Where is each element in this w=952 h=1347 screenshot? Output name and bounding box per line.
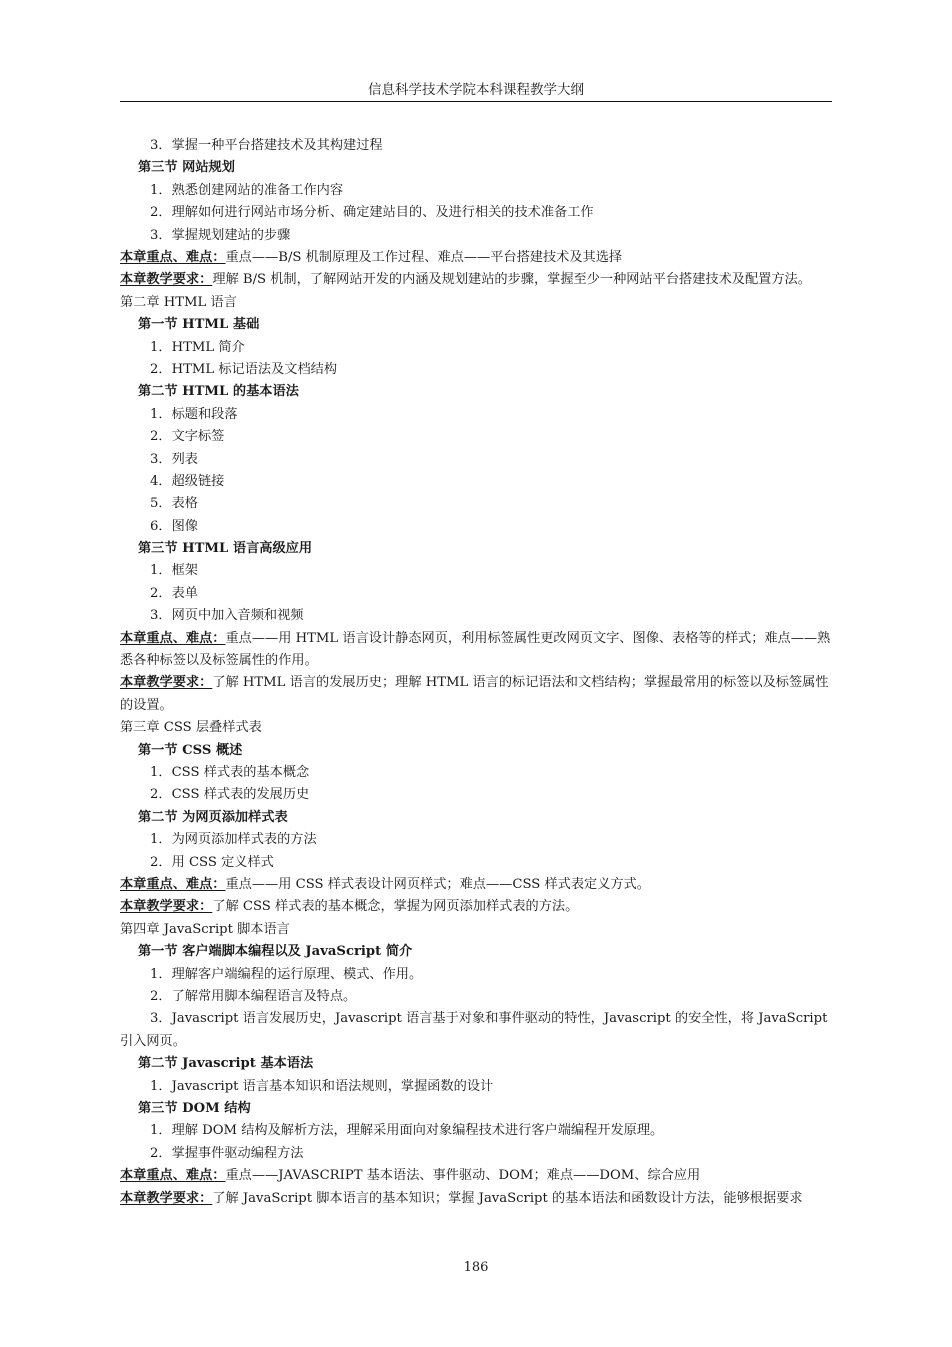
section-heading: 第三节 DOM 结构 bbox=[138, 1100, 251, 1116]
list-item: 3．掌握一种平台搭建技术及其构建过程 bbox=[150, 138, 383, 153]
section-heading: 第二节 HTML 的基本语法 bbox=[138, 384, 299, 400]
summary-text: 重点——B/S 机制原理及工作过程、难点——平台搭建技术及其选择 bbox=[225, 249, 623, 265]
summary-label: 本章教学要求： bbox=[120, 899, 213, 915]
summary-text: 重点——用 CSS 样式表设计网页样式；难点——CSS 样式表定义方式。 bbox=[225, 876, 650, 892]
summary-label: 本章重点、难点： bbox=[120, 1168, 226, 1184]
summary-label: 本章重点、难点： bbox=[120, 630, 226, 646]
page-header-title: 信息科学技术学院本科课程教学大纲 bbox=[368, 82, 584, 98]
summary-label: 本章教学要求： bbox=[120, 272, 213, 288]
list-item: 1．框架 bbox=[150, 563, 198, 579]
list-item: 6．图像 bbox=[150, 518, 198, 534]
list-item: 1．CSS 样式表的基本概念 bbox=[150, 765, 310, 781]
list-item: 3．网页中加入音频和视频 bbox=[150, 608, 304, 624]
chapter-heading: 第三章 CSS 层叠样式表 bbox=[120, 720, 262, 736]
list-item: 2．用 CSS 定义样式 bbox=[150, 854, 274, 870]
list-item: 2．文字标签 bbox=[150, 429, 225, 445]
chapter-summary-paragraph bbox=[120, 896, 832, 918]
summary-label: 本章教学要求： bbox=[120, 1190, 213, 1206]
list-item: 2．了解常用脚本编程语言及特点。 bbox=[150, 988, 357, 1004]
list-item: 1．理解客户端编程的运行原理、模式、作用。 bbox=[150, 966, 423, 982]
list-item: 2．HTML 标记语法及文档结构 bbox=[150, 361, 338, 377]
list-item: 1．熟悉创建网站的准备工作内容 bbox=[150, 182, 344, 198]
summary-text: 理解 B/S 机制，了解网站开发的内涵及规划建站的步骤，掌握至少一种网站平台搭建技术及配置方法。 bbox=[212, 272, 811, 288]
list-item: 1．标题和段落 bbox=[150, 406, 238, 422]
summary-text: 重点——用 HTML 语言设计静态网页，利用标签属性更改网页文字、图像、表格等的样式；难点——熟悉各种标签以及标签属性的作用。 bbox=[120, 630, 831, 669]
section-heading: 第三节 网站规划 bbox=[138, 160, 235, 176]
list-item: 1．Javascript 语言基本知识和语法规则，掌握函数的设计 bbox=[150, 1078, 494, 1094]
header-rule bbox=[120, 101, 832, 102]
list-item: 3．列表 bbox=[150, 451, 198, 467]
chapter-heading: 第四章 JavaScript 脚本语言 bbox=[120, 921, 290, 937]
section-heading: 第一节 HTML 基础 bbox=[138, 317, 260, 333]
chapter-summary-paragraph bbox=[120, 1188, 832, 1210]
summary-text: 了解 CSS 样式表的基本概念，掌握为网页添加样式表的方法。 bbox=[212, 899, 579, 915]
chapter-summary-paragraph bbox=[120, 672, 832, 717]
list-item: 1．为网页添加样式表的方法 bbox=[150, 832, 317, 848]
summary-text: 了解 JavaScript 脚本语言的基本知识；掌握 JavaScript 的基本语法和函数设计方法，能够根据要求 bbox=[212, 1190, 803, 1206]
summary-text: 了解 HTML 语言的发展历史；理解 HTML 语言的标记语法和文档结构；掌握最常用的标签以及标签属性的设置。 bbox=[120, 675, 829, 713]
section-heading: 第二节 Javascript 基本语法 bbox=[138, 1056, 314, 1072]
list-item: 3．Javascript 语言发展历史，Javascript 语言基于对象和事件驱动的特性，Javascript 的安全性，将 JavaScript 引入网页。 bbox=[120, 1011, 828, 1049]
chapter-heading: 第二章 HTML 语言 bbox=[120, 294, 237, 310]
list-item: 5．表格 bbox=[150, 496, 198, 512]
list-item: 4．超级链接 bbox=[150, 473, 225, 489]
chapter-summary-paragraph bbox=[120, 1165, 832, 1187]
summary-label: 本章重点、难点： bbox=[120, 249, 226, 265]
list-item: 1．HTML 简介 bbox=[150, 339, 245, 355]
list-item: 2．CSS 样式表的发展历史 bbox=[150, 787, 310, 803]
section-heading: 第三节 HTML 语言高级应用 bbox=[138, 541, 313, 557]
list-item: 2．理解如何进行网站市场分析、确定建站目的、及进行相关的技术准备工作 bbox=[150, 205, 594, 221]
chapter-summary-paragraph bbox=[120, 874, 832, 896]
chapter-summary-paragraph bbox=[120, 628, 832, 673]
syllabus-body bbox=[120, 135, 832, 1210]
summary-text: 重点——JAVASCRIPT 基本语法、事件驱动、DOM；难点——DOM、综合应用 bbox=[225, 1168, 701, 1184]
chapter-summary-paragraph bbox=[120, 247, 832, 269]
section-heading: 第一节 客户端脚本编程以及 JavaScript 简介 bbox=[138, 944, 413, 960]
section-heading: 第一节 CSS 概述 bbox=[138, 742, 243, 758]
summary-label: 本章重点、难点： bbox=[120, 876, 226, 892]
list-item: 2．掌握事件驱动编程方法 bbox=[150, 1145, 304, 1161]
list-item: 3．掌握规划建站的步骤 bbox=[150, 227, 291, 243]
section-heading: 第二节 为网页添加样式表 bbox=[138, 809, 288, 825]
list-item: 1．理解 DOM 结构及解析方法，理解采用面向对象编程技术进行客户端编程开发原理。 bbox=[150, 1123, 664, 1139]
summary-label: 本章教学要求： bbox=[120, 675, 213, 691]
list-item: 2．表单 bbox=[150, 585, 198, 601]
chapter-summary-paragraph bbox=[120, 269, 832, 291]
page-number: 186 bbox=[463, 1260, 489, 1275]
